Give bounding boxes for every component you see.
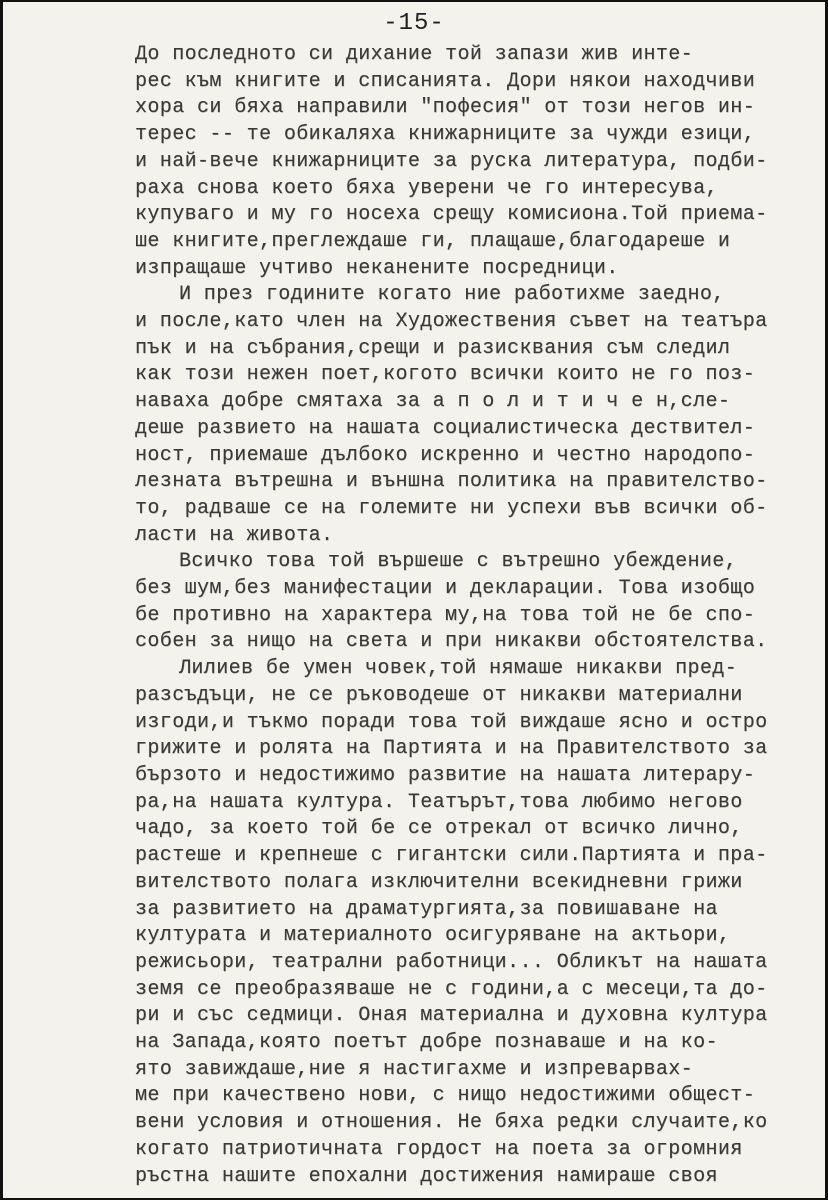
text-line: ше книгите,преглеждаше ги, плащаше,благодареше и bbox=[135, 229, 731, 253]
text-line: наваха добре смятаха за а п о л и т и ч е н,сле- bbox=[135, 390, 731, 414]
text-line: как този нежен поет,когото всички които не го поз- bbox=[135, 363, 756, 387]
text-line: пък и на събрания,срещи и разисквания съм следил bbox=[135, 336, 731, 360]
text-line: терес -- те обикаляха книжарниците за чужди езици, bbox=[135, 123, 756, 147]
text-line: и после,като член на Художествения съвет на театъра bbox=[135, 310, 768, 334]
body-text bbox=[135, 42, 825, 1190]
text-line: ръстна нашите епохални достижения намираше своя bbox=[135, 1164, 718, 1188]
text-line: без шум,без манифестации и декларации. Това изобщо bbox=[135, 577, 756, 601]
text-line: за развитието на драматургията,за повишаване на bbox=[135, 897, 718, 921]
text-line: И през годините когато ние работихме заедно, bbox=[179, 283, 725, 307]
text-line: и най-вече книжарниците за руска литература, подби- bbox=[135, 149, 768, 173]
text-line: грижите и ролята на Партията и на Правителството за bbox=[135, 737, 768, 761]
text-line: До последното си дихание той запази жив инте- bbox=[135, 43, 694, 66]
text-line: собен за нищо на света и при никакви обстоятелства. bbox=[135, 630, 768, 654]
text-line: ме при качествено нови, с нищо недостижими общест- bbox=[135, 1084, 756, 1108]
page-number: -15- bbox=[383, 10, 445, 37]
text-line: вени условия и отношения. Не бяха редки случаите,ко bbox=[135, 1111, 768, 1135]
text-line: ято завиждаше,ние я настигахме и изпреварвах- bbox=[135, 1057, 694, 1081]
text-line: хора си бяха направили "пофесия" от този негов ин- bbox=[135, 96, 756, 120]
text-line: бързото и недостижимо развитие на нашата литерару- bbox=[135, 763, 756, 787]
text-line: раха снова което бяха уверени че го интересува, bbox=[135, 176, 718, 200]
text-line: растеше и крепнеше с гигантски сили.Партията и пра- bbox=[135, 844, 768, 868]
text-line: Лилиев бе умен човек,той нямаше никакви пред- bbox=[179, 657, 738, 681]
text-line: то, радваше се на големите ни успехи във всички об- bbox=[135, 496, 768, 520]
document-page bbox=[3, 2, 825, 1198]
text-line: лезната вътрешна и външна политика на правителство- bbox=[135, 470, 768, 494]
text-line: изпращаше учтиво неканените посредници. bbox=[135, 256, 619, 280]
text-line: чадо, за което той бе се отрекал от всичко лично, bbox=[135, 817, 743, 841]
text-line: ласти на живота. bbox=[135, 523, 334, 547]
text-line: земя се преобразяваше не с години,а с месеци,та до- bbox=[135, 977, 768, 1001]
text-line: рес към книгите и списанията. Дори някои находчиви bbox=[135, 69, 756, 93]
text-line: деше развието на нашата социалистическа дествител- bbox=[135, 416, 756, 440]
text-line: вителството полага изключителни всекидневни грижи bbox=[135, 870, 743, 894]
text-line: ри и със седмици. Оная материална и духовна култура bbox=[135, 1004, 768, 1028]
text-line: бе противно на характера му,на това той не бе спо- bbox=[135, 603, 756, 627]
text-line: Всичко това той вършеше с вътрешно убеждение, bbox=[179, 550, 738, 574]
text-line: купуваго и му го носеха срещу комисиона.Той приема- bbox=[135, 203, 768, 227]
text-line: културата и материалното осигуряване на актьори, bbox=[135, 924, 731, 948]
text-line: режисьори, театрални работници... Обликът на нашата bbox=[135, 950, 768, 974]
text-line: ра,на нашата култура. Театърът,това любимо негово bbox=[135, 790, 743, 814]
text-line: когато патриотичната гордост на поета за огромния bbox=[135, 1137, 743, 1161]
text-line: разсъдъци, не се ръководеше от никакви материални bbox=[135, 683, 743, 707]
text-line: на Запада,която поетът добре познаваше и на ко- bbox=[135, 1031, 718, 1055]
text-line: ност, приемаше дълбоко искренно и честно народопо- bbox=[135, 443, 756, 467]
text-line: изгоди,и тъкмо поради това той виждаше ясно и остро bbox=[135, 710, 768, 734]
